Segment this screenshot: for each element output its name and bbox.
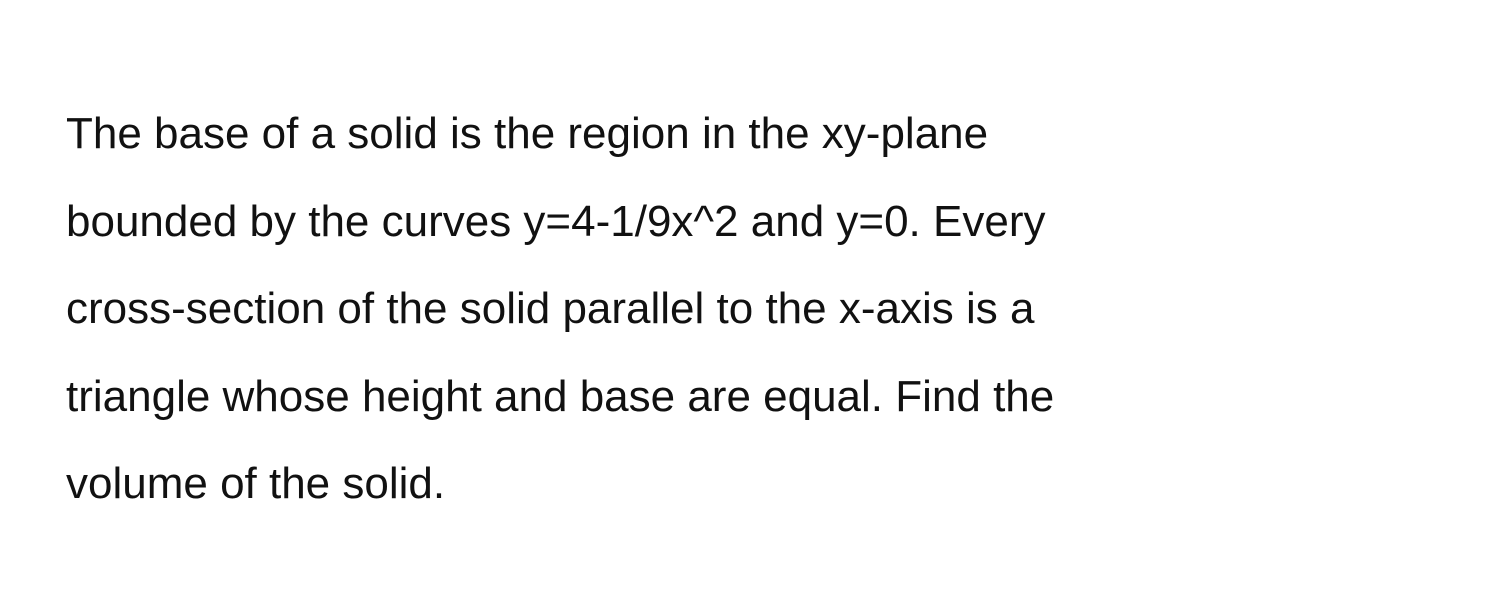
problem-line-2: bounded by the curves y=4-1/9x^2 and y=0. Every [66,196,1046,246]
problem-line-5: volume of the solid. [66,459,446,508]
problem-line-3: cross-section of the solid parallel to the x-axis is a [66,284,1035,333]
problem-line-4: triangle whose height and base are equal. Find the [66,371,1055,421]
problem-line-1: The base of a solid is the region in the xy-plane [66,109,989,158]
problem-text [66,90,1456,528]
